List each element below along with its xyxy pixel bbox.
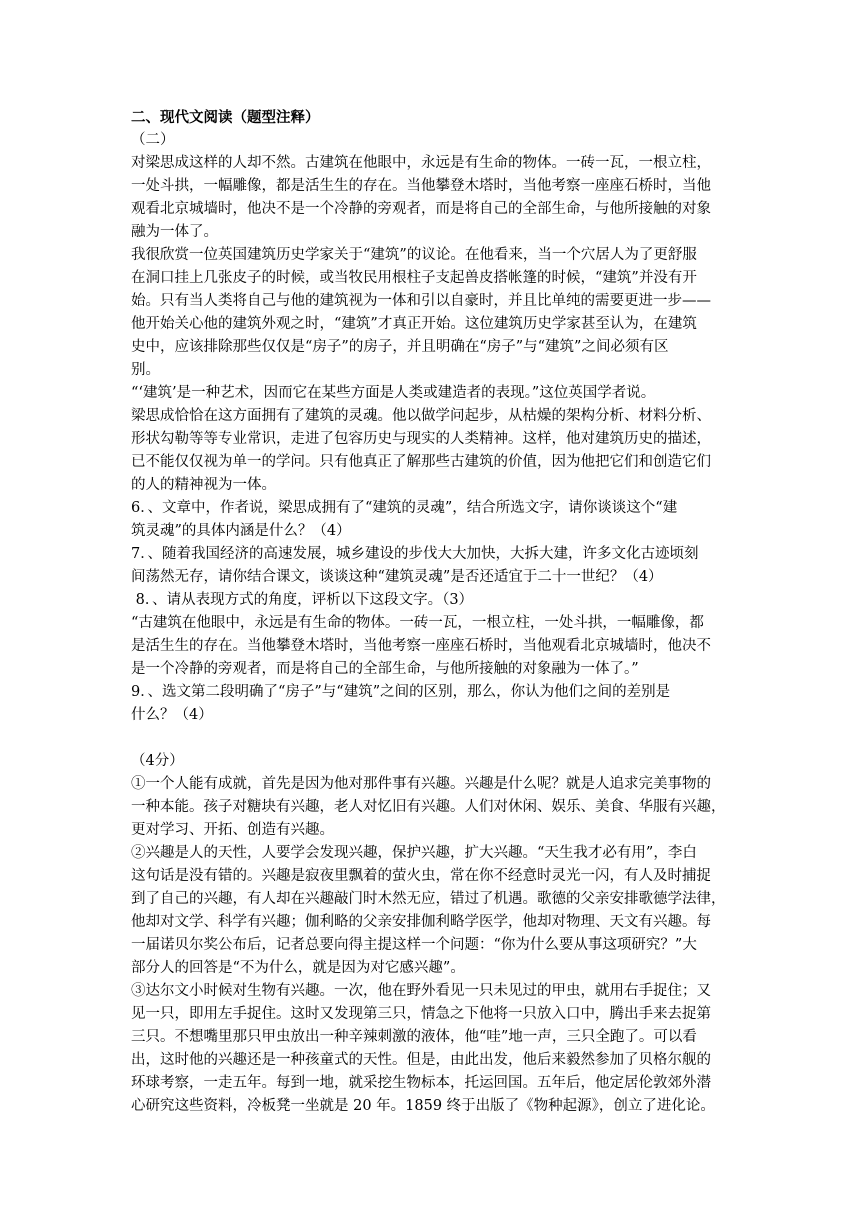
text-line: 一届诺贝尔奖公布后，记者总要向得主提这样一个问题：“你为什么要从事这项研究？”大 bbox=[131, 937, 697, 953]
question-8-quote bbox=[131, 612, 735, 681]
text-line: 梁思成恰恰在这方面拥有了建筑的灵魂。他以做学问起步，从枯燥的架构分析、材料分析、 bbox=[131, 408, 711, 424]
text-line: “古建筑在他眼中，永远是有生命的物体。一砖一瓦，一根立柱，一处斗拱，一幅雕像，都 bbox=[131, 615, 704, 631]
passage-paragraph bbox=[131, 405, 735, 497]
text-line: 出，这时他的兴趣还是一种孩童式的天性。但是，由此出发，他后来毅然参加了贝格尔舰的 bbox=[131, 1052, 711, 1068]
text-line: 筑灵魂”的具体内涵是什么？（4） bbox=[131, 523, 351, 539]
text-line: 形状勾勒等等专业常识，走进了包容历史与现实的人类精神。这样，他对建筑历史的描述， bbox=[131, 431, 711, 447]
text-line: 史中，应该排除那些仅仅是“房子”的房子，并且明确在“房子”与“建筑”之间必须有区 bbox=[131, 339, 669, 355]
question-6 bbox=[131, 497, 735, 543]
text-line: 他开始关心他的建筑外观之时，“建筑”才真正开始。这位建筑历史学家甚至认为，在建筑 bbox=[131, 316, 697, 332]
text-line: 更对学习、开拓、创造有兴趣。 bbox=[131, 822, 334, 838]
text-line: 这句话是没有错的。兴趣是寂夜里飘着的萤火虫，常在你不经意时灵光一闪，有人及时捕捉 bbox=[131, 868, 711, 884]
text-line: 见一只，即用左手捉住。这时又发现第三只，情急之下他将一只放入口中，腾出手来去捉第 bbox=[131, 1006, 711, 1022]
text-line: “‘建筑’是一种艺术，因而它在某些方面是人类或建造者的表现。”这位英国学者说。 bbox=[131, 385, 656, 401]
text-line: 在洞口挂上几张皮子的时候，或当牧民用根柱子支起兽皮搭帐篷的时候，“建筑”并没有开 bbox=[131, 270, 697, 286]
text-line: 观看北京城墙时，他决不是一个冷静的旁观者，而是将自己的全部生命，与他所接触的对象 bbox=[131, 201, 711, 217]
passage-paragraph bbox=[131, 244, 735, 382]
part2-passage bbox=[131, 152, 735, 497]
text-line: 是一个冷静的旁观者，而是将自己的全部生命，与他所接触的对象融为一体了。” bbox=[131, 661, 639, 677]
text-line: 部分人的回答是“不为什么，就是因为对它感兴趣”。 bbox=[131, 960, 465, 976]
passage-paragraph bbox=[131, 773, 735, 842]
document-page bbox=[131, 106, 735, 1118]
part-label bbox=[131, 129, 735, 152]
text-line: 他却对文学、科学有兴趣；伽利略的父亲安排伽利略学医学，他却对物理、天文有兴趣。每 bbox=[131, 914, 711, 930]
text-line: 心研究这些资料，冷板凳一坐就是 20 年。1859 终于出版了《物种起源》，创立了进化论。 bbox=[131, 1098, 715, 1114]
passage-paragraph bbox=[131, 980, 735, 1118]
passage-paragraph bbox=[131, 842, 735, 980]
text-line: 别。 bbox=[131, 362, 160, 378]
text-line: 7．、随着我国经济的高速发展，城乡建设的步伐大大加快，大拆大建，许多文化古迹顷刻 bbox=[131, 546, 699, 562]
text-line: ②兴趣是人的天性，人要学会发现兴趣，保护兴趣，扩大兴趣。“天生我才必有用”，李白 bbox=[131, 845, 697, 861]
text-line: 到了自己的兴趣，有人却在兴趣敲门时木然无应，错过了机遇。歌德的父亲安排歌德学法律， bbox=[131, 891, 726, 907]
part2-label: （二） bbox=[131, 132, 175, 148]
text-line: 已不能仅仅视为单一的学问。只有他真正了解那些古建筑的价值，因为他把它们和创造它们 bbox=[131, 454, 711, 470]
section-title: 二、现代文阅读（题型注释） bbox=[131, 109, 320, 126]
text-line: 始。只有当人类将自己与他的建筑视为一体和引以自豪时，并且比单纯的需要更进一步—— bbox=[131, 293, 711, 309]
text-line: 9．、选文第二段明确了“房子”与“建筑”之间的区别，那么，你认为他们之间的差别是 bbox=[131, 684, 671, 700]
text-line: 6．、文章中，作者说，梁思成拥有了“建筑的灵魂”，结合所选文字，请你谈谈这个“建 bbox=[131, 500, 678, 516]
text-line: 的人的精神视为一体。 bbox=[131, 477, 276, 493]
text-line: 什么？（4） bbox=[131, 707, 213, 723]
text-line: 间荡然无存，请你结合课文，谈谈这种“建筑灵魂”是否还适宜于二十一世纪？（4） bbox=[131, 569, 663, 585]
part3-label: （4分） bbox=[131, 753, 184, 769]
text-line: 三只。不想嘴里那只甲虫放出一种辛辣刺激的液体，他“哇”地一声，三只全跑了。可以看 bbox=[131, 1029, 697, 1045]
text-line: 融为一体了。 bbox=[131, 224, 218, 240]
part3-passage bbox=[131, 773, 735, 1118]
question-7 bbox=[131, 543, 735, 589]
question-9 bbox=[131, 681, 735, 727]
text-line: 我很欣赏一位英国建筑历史学家关于“建筑”的议论。在他看来，当一个穴居人为了更舒服 bbox=[131, 247, 697, 263]
part2-questions bbox=[131, 497, 735, 727]
question-8 bbox=[131, 589, 735, 612]
spacer bbox=[131, 727, 735, 750]
part-label bbox=[131, 750, 735, 773]
passage-paragraph bbox=[131, 152, 735, 244]
text-line: 一种本能。孩子对糖块有兴趣，老人对忆旧有兴趣。人们对休闲、娱乐、美食、华服有兴趣， bbox=[131, 799, 726, 815]
text-line: 是活生生的存在。当他攀登木塔时，当他考察一座座石桥时，当他观看北京城墙时，他决不 bbox=[131, 638, 711, 654]
text-line: 对梁思成这样的人却不然。古建筑在他眼中，永远是有生命的物体。一砖一瓦，一根立柱， bbox=[131, 155, 711, 171]
text-line: ①一个人能有成就，首先是因为他对那件事有兴趣。兴趣是什么呢？就是人追求完美事物的 bbox=[131, 776, 711, 792]
text-line: 8．、请从表现方式的角度，评析以下这段文字。（3） bbox=[131, 592, 474, 608]
text-line: ③达尔文小时候对生物有兴趣。一次，他在野外看见一只未见过的甲虫，就用右手捉住；又 bbox=[131, 983, 711, 999]
text-line: 一处斗拱，一幅雕像，都是活生生的存在。当他攀登木塔时，当他考察一座座石桥时，当他 bbox=[131, 178, 711, 194]
text-line: 环球考察，一走五年。每到一地，就采挖生物标本，托运回国。五年后，他定居伦敦郊外潜 bbox=[131, 1075, 711, 1091]
passage-paragraph bbox=[131, 382, 735, 405]
